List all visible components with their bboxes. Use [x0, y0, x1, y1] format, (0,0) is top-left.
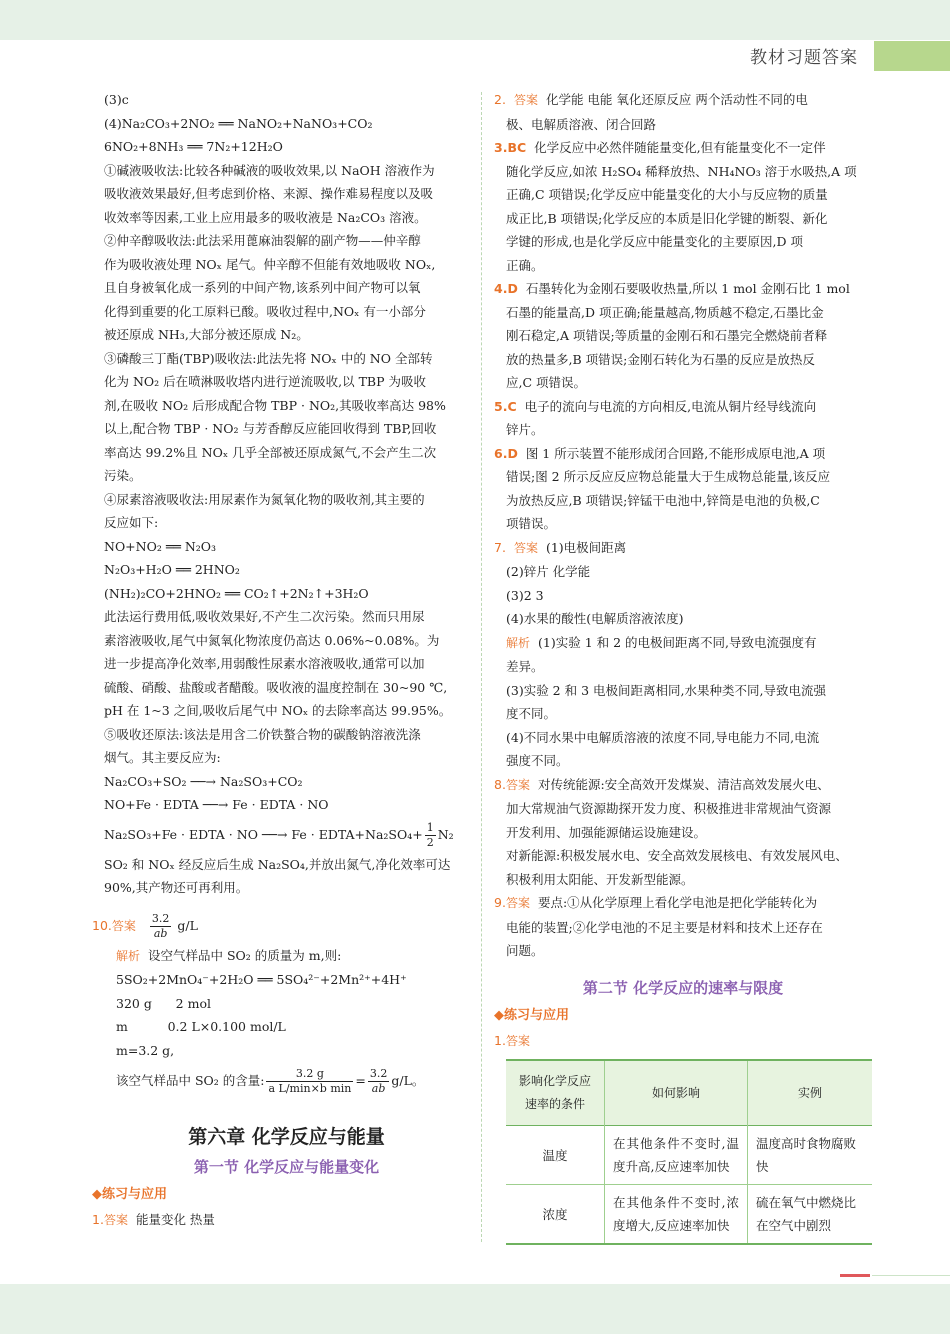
text-line: NO+Fe · EDTA ──→ Fe · EDTA · NO — [104, 797, 329, 812]
text-line: 污染。 — [104, 468, 142, 483]
section-title: 第一节 化学反应与能量变化 — [193, 1158, 380, 1176]
table-header-cell: 实例 — [748, 1060, 873, 1126]
text-line: 放的热量多,B 项错误;金刚石转化为石墨的反应是放热反 — [506, 351, 815, 367]
answer-tag: 答案 — [111, 918, 136, 933]
table-cell: 硫在氧气中燃烧比在空气中剧烈 — [748, 1185, 873, 1245]
table-cell: 在其他条件不变时,温度升高,反应速率加快 — [605, 1126, 748, 1185]
text-line: 素溶液吸收,尾气中氮氧化物浓度仍高达 0.06%~0.08%。为 — [104, 632, 440, 648]
text-line: 90%,其产物还可再利用。 — [104, 880, 249, 895]
text-line: SO₂ 和 NOₓ 经反应后生成 Na₂SO₄,并放出氮气,净化效率可达 — [104, 856, 451, 872]
table-cell: 温度 — [506, 1126, 605, 1185]
analysis-tag: 解析 — [116, 948, 141, 963]
text-line: 且自身被氧化成一系列的中间产物,该系列中间产物可以氧 — [104, 280, 421, 295]
question-1: 1.答案 能量变化 热量 — [92, 1212, 215, 1227]
text-line: ④尿素溶液吸收法:用尿素作为氮氧化物的吸收剂,其主要的 — [104, 491, 425, 507]
answer-item: 2. 答案 化学能 电能 氧化还原反应 两个活动性不同的电 极、电解质溶液、闭合回路 — [494, 88, 872, 136]
text-line: N₂O₃+H₂O ══ 2HNO₂ — [104, 562, 240, 577]
table-header-cell: 影响化学反应速率的条件 — [506, 1060, 605, 1126]
text-line: 正确。 — [506, 257, 544, 273]
section-2-title: 第二节 化学反应的速率与限度 — [582, 978, 784, 997]
text-line: pH 在 1~3 之间,吸收后尾气中 NOₓ 的去除率高达 99.95%。 — [104, 703, 452, 718]
text-line: 随化学反应,如浓 H₂SO₄ 稀释放热、NH₄NO₃ 溶于水吸热,A 项 — [506, 163, 857, 179]
question-7-analysis: 解析 (1)实验 1 和 2 的电极间距离不同,导致电流强度有 差异。 (3)实验 2 和 3 电极间距离相同,水果种类不同,导致电流强 度不同。 (4)不同水果中电解质溶液的浓度不同,导电能力不同,电流 强度不同。 — [506, 634, 826, 768]
answer-item: 5.C 电子的流向与电流的方向相反,电流从铜片经导线流向 锌片。 — [494, 395, 872, 442]
text-line: 吸收液效果最好,但考虑到价格、来源、操作难易程度以及吸 — [104, 186, 433, 201]
text-line: (3)c — [104, 92, 129, 107]
table-row — [506, 1126, 872, 1185]
header-title: 教材习题答案 — [750, 48, 858, 68]
answer-item: 7. 答案 (1)电极间距离 (2)锌片 化学能 (3)2 3 (4)水果的酸性(电解质溶液浓度) — [494, 536, 872, 631]
question-number: 4.D — [494, 281, 518, 296]
answer-tag: 答案 — [513, 93, 538, 107]
question-number: 10. — [92, 917, 112, 933]
text-line: ②仲辛醇吸收法:此法采用蓖麻油裂解的副产物——仲辛醇 — [104, 233, 421, 248]
left-tail-block — [104, 853, 469, 900]
text-line: NO+NO₂ ══ N₂O₃ — [104, 538, 217, 554]
question-number: 6.D — [494, 445, 518, 461]
practice-heading: ◆练习与应用 — [92, 1187, 167, 1202]
answer-item: 6.D 图 1 所示装置不能形成闭合回路,不能形成原电池,A 项 错误;图 2 所示反应反应物总能量大于生成物总能量,该反应 为放热反应,B 项错误;锌锰干电池中,锌筒是电池的负极,C 项错误。 — [494, 442, 872, 536]
question-10 — [92, 908, 469, 944]
table-cell: 在其他条件不变时,浓度增大,反应速率加快 — [605, 1185, 748, 1245]
text-line: Na₂CO₃+SO₂ ──→ Na₂SO₃+CO₂ — [104, 773, 303, 789]
left-text-block — [104, 88, 469, 817]
text-line: 项错误。 — [506, 516, 557, 531]
text-line: 正确,C 项错误;化学反应中能量变化的大小与反应物的质量 — [506, 187, 828, 202]
text-line: (2)锌片 化学能 — [506, 564, 591, 579]
text-line: 学键的形成,也是化学反应中能量变化的主要原因,D 项 — [506, 234, 803, 249]
question-number: 2. — [494, 92, 506, 107]
table-header-cell: 如何影响 — [605, 1060, 748, 1126]
text-line: 极、电解质溶液、闭合回路 — [506, 116, 657, 132]
text-line: 应,C 项错误。 — [506, 375, 587, 390]
text-line: 化为 NO₂ 后在喷淋吸收塔内进行逆流吸收,以 TBP 为吸收 — [104, 374, 426, 389]
text-line: ①碱液吸收法:比较各种碱液的吸收效果,以 NaOH 溶液作为 — [104, 162, 435, 178]
text-line: 为放热反应,B 项错误;锌锰干电池中,锌筒是电池的负极,C — [506, 492, 820, 508]
text-line: 烟气。其主要反应为: — [104, 750, 221, 765]
column-divider — [481, 92, 482, 1242]
text-line: (4)Na₂CO₃+2NO₂ ══ NaNO₂+NaNO₃+CO₂ — [104, 115, 373, 131]
equation-prefix: Na₂SO₃+Fe · EDTA · NO ──→ Fe · EDTA+Na₂SO₄+ — [104, 826, 423, 842]
question-number: 3.BC — [494, 140, 527, 155]
text-line: 6NO₂+8NH₃ ══ 7N₂+12H₂O — [104, 139, 283, 154]
answer-item: 4.D 石墨转化为金刚石要吸收热量,所以 1 mol 金刚石比 1 mol 石墨的能量高,D 项正确;能量越高,物质越不稳定,石墨比金 刚石稳定,A 项错误;等质量的金刚石和石墨完全燃烧前者释 放的热量多,B 项错误;金刚石转化为石墨的反应是放热反 应,C 项错误。 — [494, 277, 872, 395]
text-line: (NH₂)₂CO+2HNO₂ ══ CO₂↑+2N₂↑+3H₂O — [104, 585, 369, 601]
text-line: 化得到重要的化工原料已酸。吸收过程中,NOₓ 有一小部分 — [104, 303, 426, 319]
question-1b: 1.答案 — [494, 1032, 530, 1048]
table-row — [506, 1185, 872, 1245]
text-line: 此法运行费用低,吸收效果好,不产生二次污染。然而只用尿 — [104, 609, 425, 624]
text-line: 成正比,B 项错误;化学反应的本质是旧化学键的断裂、新化 — [506, 210, 828, 226]
rate-factors-table — [506, 1059, 872, 1245]
fraction: $\frac{1}{2}$ — [426, 820, 434, 849]
text-line: 硫酸、硝酸、盐酸或者醋酸。吸收液的温度控制在 30~90 ℃, — [104, 679, 448, 695]
left-column — [92, 88, 469, 1233]
text-line: ⑤吸收还原法:该法是用含二价铁螯合物的碳酸钠溶液洗涤 — [104, 726, 421, 742]
answer-item: 3.BC 化学反应中必然伴随能量变化,但有能量变化不一定伴 随化学反应,如浓 H₂SO₄ 稀释放热、NH₄NO₃ 溶于水吸热,A 项 正确,C 项错误;化学反应中能量变化的大小与反应物的质量 成正比,B 项错误;化学反应的本质是旧化学键的断裂、新化 学键的形成,也是化学反应中能量变化的主要原因,D 项 正确。 — [494, 136, 872, 277]
table-cell: 温度高时食物腐败快 — [748, 1126, 873, 1185]
answer-unit: g/L — [177, 917, 198, 933]
text-line: 率高达 99.2%且 NOₓ 几乎全部被还原成氮气,不会产生二次 — [104, 444, 437, 460]
chapter-title: 第六章 化学反应与能量 — [188, 1126, 385, 1148]
right-column — [494, 88, 872, 1245]
text-line: 收效率等因素,工业上应用最多的吸收液是 Na₂CO₃ 溶液。 — [104, 209, 427, 225]
footer-rule — [872, 1275, 950, 1276]
text-line: 刚石稳定,A 项错误;等质量的金刚石和石墨完全燃烧前者释 — [506, 328, 828, 343]
answer-fraction: $\frac{3.2}{ab}$ — [151, 911, 170, 940]
table-header-row — [506, 1060, 872, 1126]
footer-accent-mark — [840, 1274, 870, 1277]
answer-tag: 答案 — [513, 540, 538, 555]
table-cell: 浓度 — [506, 1185, 605, 1245]
text-line: 以上,配合物 TBP · NO₂ 与芳香醇反应能回收得到 TBP,回收 — [104, 421, 437, 436]
question-9: 9.答案 要点:①从化学原理上看化学电池是把化学能转化为 电能的装置;②化学电池的不足主要是材料和技术上还存在 问题。 — [494, 895, 823, 958]
question-number: 7. — [494, 539, 506, 555]
equation-with-fraction — [104, 817, 469, 853]
question-8: 8.答案 对传统能源:安全高效开发煤炭、清洁高效发展火电、 加大常规油气资源勘探开发力度、积极推进非常规油气资源 开发利用、加强能源储运设施建设。 对新能源:积极发展水电、安全高效发展核电、有效发展风电、 积极利用太阳能、开发新型能源。 — [494, 776, 848, 887]
text-line: ③磷酸三丁酯(TBP)吸收法:此法先将 NOₓ 中的 NO 全部转 — [104, 350, 433, 366]
text-line: 锌片。 — [506, 422, 544, 437]
question-10-analysis: 解析 设空气样品中 SO₂ 的质量为 m,则: 5SO₂+2MnO₄⁻+2H₂O ══ 5SO₄²⁻+2Mn²⁺+4H⁺ 320 g 2 mol m 0.2 L×0.100 mol/L m=3.2 g, 该空气样品中 SO₂ 的含量: $\frac{3.2 g}{\text{a L/min×b min}}$ = $\frac{3.2}{ab}$ g/L。 — [104, 944, 469, 1101]
content-result: 该空气样品中 SO₂ 的含量: $\frac{3.2 g}{\text{a L/min×b min}}$ = $\frac{3.2}{ab}$ g/L。 — [116, 1067, 425, 1095]
right-answers — [494, 88, 872, 631]
practice-heading-2: ◆练习与应用 — [494, 1007, 569, 1023]
question-number: 5.C — [494, 398, 517, 414]
text-line: 被还原成 NH₃,大部分被还原成 N₂。 — [104, 327, 309, 342]
text-line: 作为吸收液处理 NOₓ 尾气。仲辛醇不但能有效地吸收 NOₓ, — [104, 256, 436, 272]
text-line: 石墨的能量高,D 项正确;能量越高,物质越不稳定,石墨比金 — [506, 304, 824, 320]
text-line: 错误;图 2 所示反应反应物总能量大于生成物总能量,该反应 — [506, 469, 831, 484]
text-line: 进一步提高净化效率,用弱酸性尿素水溶液吸收,通常可以加 — [104, 656, 425, 671]
header-accent-bar — [874, 41, 950, 71]
text-line: 剂,在吸收 NO₂ 后形成配合物 TBP · NO₂,其吸收率高达 98% — [104, 397, 446, 413]
text-line: 反应如下: — [104, 515, 159, 530]
text-line: (4)水果的酸性(电解质溶液浓度) — [506, 611, 684, 626]
equation-suffix: N₂ — [437, 826, 454, 842]
text-line: (3)2 3 — [506, 587, 544, 603]
